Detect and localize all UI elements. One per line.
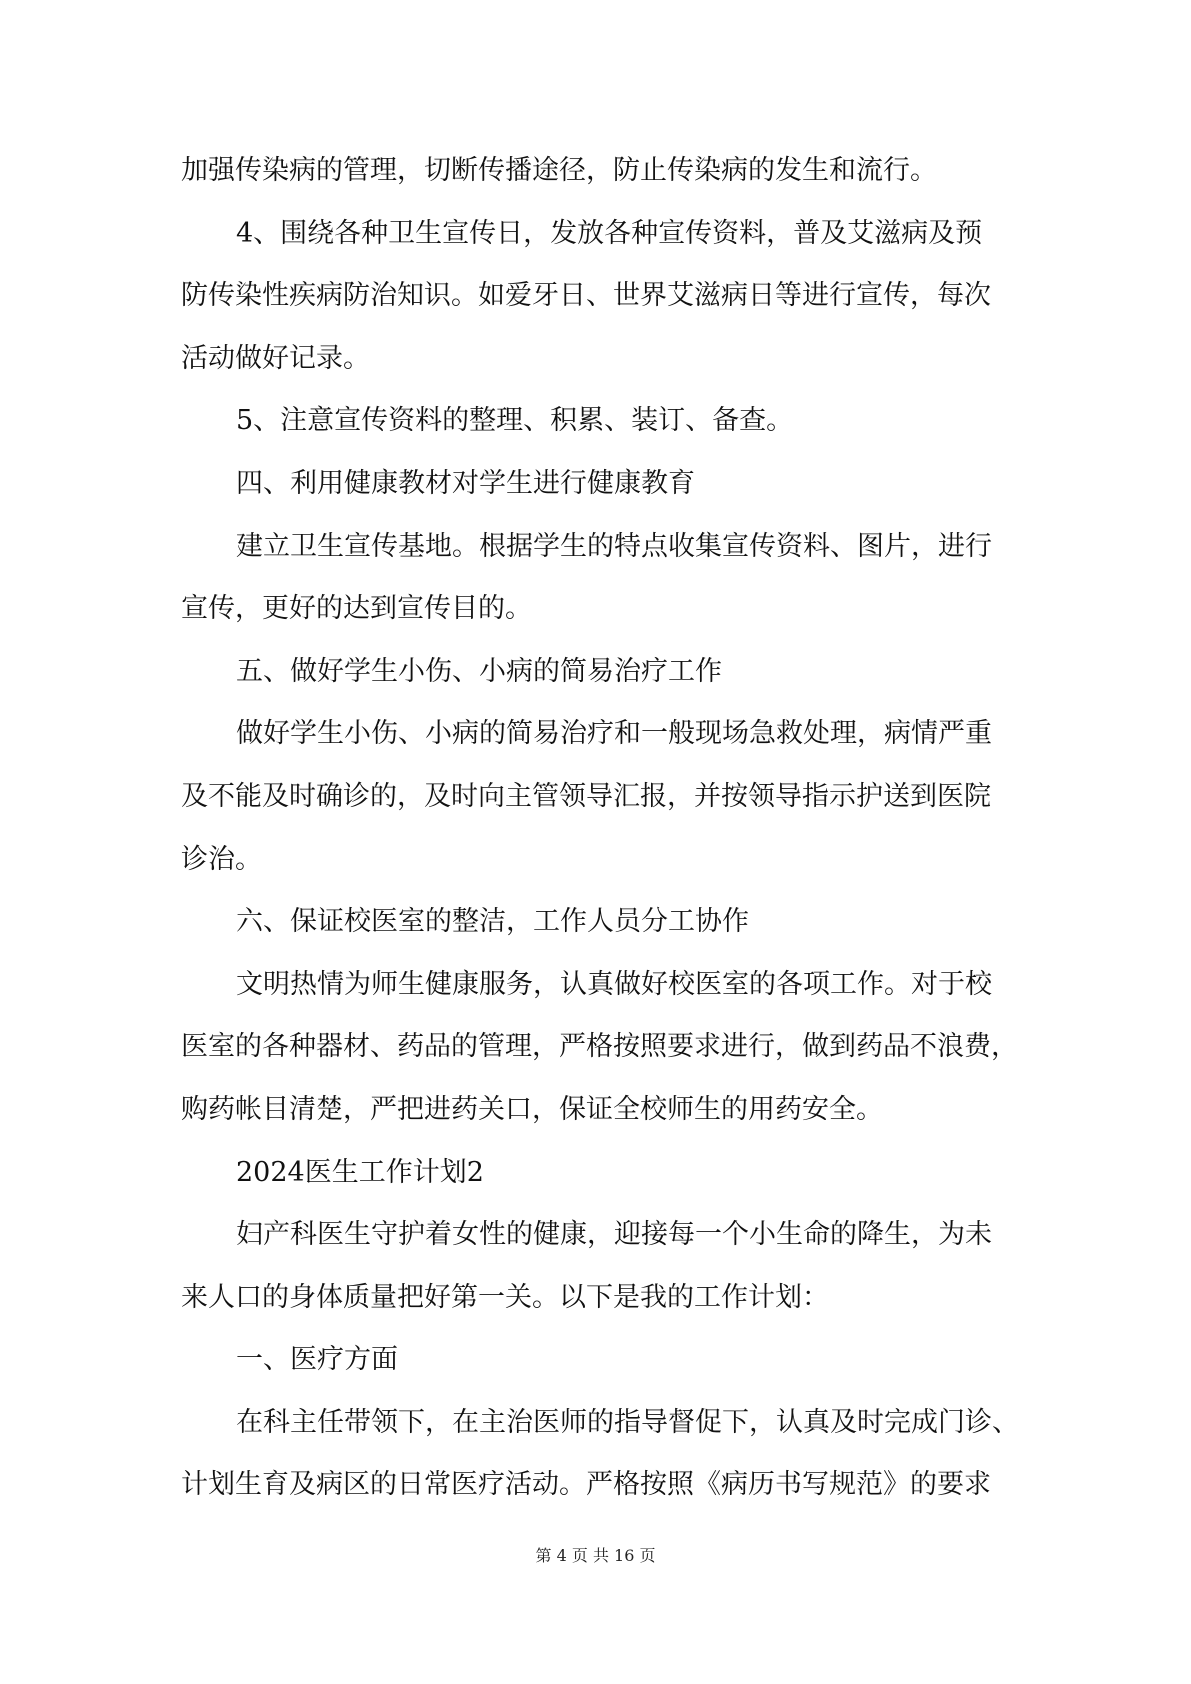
text-line: 来人口的身体质量把好第一关。以下是我的工作计划：: [181, 1281, 829, 1313]
body-text: [181, 140, 1021, 1517]
text-line: 医室的各种器材、药品的管理，严格按照要求进行，做到药品不浪费，: [181, 1031, 1018, 1063]
text-line: 防传染性疾病防治知识。如爱牙日、世界艾滋病日等进行宣传，每次: [181, 280, 991, 312]
text-line: 宣传，更好的达到宣传目的。: [181, 593, 532, 625]
text-line: 4、围绕各种卫生宣传日，发放各种宣传资料，普及艾滋病及预: [236, 217, 983, 249]
text-line: 做好学生小伤、小病的简易治疗和一般现场急救处理，病情严重: [236, 718, 992, 750]
page-footer: 第 4 页 共 16 页: [535, 1546, 656, 1565]
text-line: 妇产科医生守护着女性的健康，迎接每一个小生命的降生，为未: [236, 1219, 992, 1251]
text-line: 5、注意宣传资料的整理、积累、装订、备查。: [236, 405, 794, 437]
text-line: 建立卫生宣传基地。根据学生的特点收集宣传资料、图片，进行: [236, 530, 992, 562]
text-line: 在科主任带领下，在主治医师的指导督促下，认真及时完成门诊、: [236, 1406, 1019, 1438]
section-heading: 一、医疗方面: [236, 1344, 398, 1376]
text-line: 活动做好记录。: [181, 342, 370, 374]
text-line: 诊治。: [181, 843, 262, 875]
document-subtitle: 2024医生工作计划2: [236, 1156, 484, 1188]
section-heading: 四、利用健康教材对学生进行健康教育: [236, 467, 695, 499]
text-line: 购药帐目清楚，严把进药关口，保证全校师生的用药安全。: [181, 1093, 883, 1125]
text-line: 加强传染病的管理，切断传播途径，防止传染病的发生和流行。: [181, 155, 937, 186]
section-heading: 六、保证校医室的整洁，工作人员分工协作: [236, 906, 749, 938]
text-line: 计划生育及病区的日常医疗活动。严格按照《病历书写规范》的要求: [181, 1469, 991, 1501]
section-heading: 五、做好学生小伤、小病的简易治疗工作: [236, 655, 722, 687]
text-line: 及不能及时确诊的，及时向主管领导汇报，并按领导指示护送到医院: [181, 780, 991, 812]
text-line: 文明热情为师生健康服务，认真做好校医室的各项工作。对于校: [236, 968, 992, 1000]
